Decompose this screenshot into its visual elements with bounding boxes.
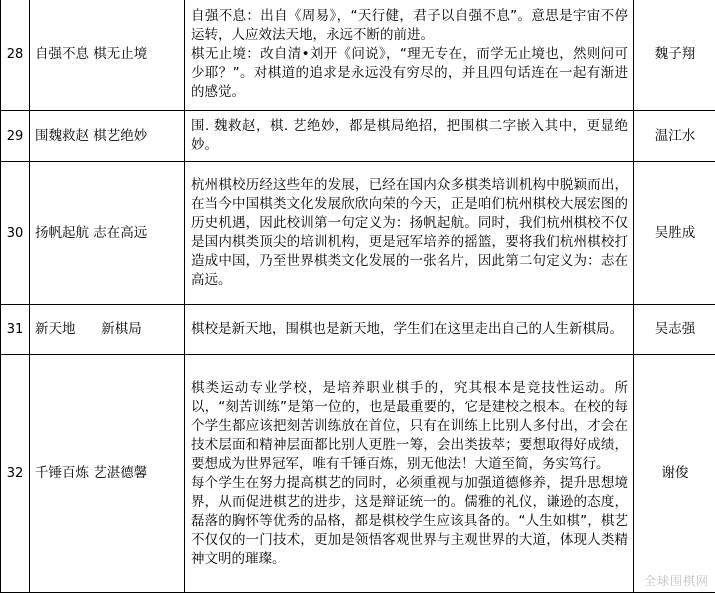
motto-description xyxy=(185,305,634,355)
table-row xyxy=(1,162,715,305)
row-number: 31 xyxy=(1,305,30,355)
description-paragraph: 围. 魏救赵，棋. 艺绝妙，都是棋局绝招，把围棋二字嵌入其中，更显绝妙。 xyxy=(191,117,628,155)
row-number: 28 xyxy=(1,0,30,111)
author-name: 温江水 xyxy=(634,111,715,162)
row-number: 29 xyxy=(1,111,30,162)
motto-title: 千锤百炼 艺湛德馨 xyxy=(30,355,185,593)
motto-title: 自强不息 棋无止境 xyxy=(30,0,185,111)
motto-description xyxy=(185,0,634,111)
author-name: 魏子翔 xyxy=(634,0,715,111)
table-row xyxy=(1,111,715,162)
table-row xyxy=(1,0,715,111)
description-paragraph: 杭州棋校历经这些年的发展，已经在国内众多棋类培训机构中脱颖而出，在当今中国棋类文化发展欣欣向荣的今天，正是咱们杭州棋校大展宏图的历史机遇，因此校训第一句定义为：扬帆起航。同时，我们杭州棋校不仅是国内棋类顶尖的培训机构，更是冠军培养的摇篮，要将我们杭州棋校打造成中国，乃至世界棋类文化发展的一张名片，因此第二句定义为：志在高远。 xyxy=(191,176,628,290)
description-paragraph: 棋无止境：改自清•刘开《问说》，“理无专在，而学无止境也，然则问可少耶？”。对棋道的追求是永远没有穷尽的，并且四句话连在一起有渐进的感觉。 xyxy=(191,45,628,102)
description-paragraph: 棋类运动专业学校，是培养职业棋手的，究其根本是竞技性运动。所以，“刻苦训练”是第一位的，也是最重要的，它是建校之根本。在校的每个学生都应该把刻苦训练放在首位，只有在训练上比别人多付出，才会在技术层面和精神层面都比别人更胜一筹，会出类拔萃；要想取得好成绩，要想成为世界冠军，唯有千锤百炼，别无他法！大道至简，务实笃行。 xyxy=(191,379,628,474)
watermark: 全球围棋网 xyxy=(644,572,709,589)
table-row xyxy=(1,355,715,593)
description-paragraph: 棋校是新天地，围棋也是新天地，学生们在这里走出自己的人生新棋局。 xyxy=(191,320,628,339)
motto-description xyxy=(185,162,634,305)
motto-description xyxy=(185,111,634,162)
description-paragraph: 每个学生在努力提高棋艺的同时，必须重视与加强道德修养，提升思想境界，从而促进棋艺的进步，这是辩证统一的。儒雅的礼仪，谦逊的态度，磊落的胸怀等优秀的品格，都是棋校学生应该具备的。“人生如棋”，棋艺不仅仅的一门技术，更加是领悟客观世界与主观世界的大道，体现人类精神文明的璀璨。 xyxy=(191,474,628,569)
motto-title: 扬帆起航 志在高远 xyxy=(30,162,185,305)
description-paragraph: 自强不息：出自《周易》，“天行健，君子以自强不息”。意思是宇宙不停运转，人应效法天地，永远不断的前进。 xyxy=(191,7,628,45)
row-number: 30 xyxy=(1,162,30,305)
author-name: 谢俊 xyxy=(634,355,715,593)
motto-title: 围魏救赵 棋艺绝妙 xyxy=(30,111,185,162)
row-number: 32 xyxy=(1,355,30,593)
table-row xyxy=(1,305,715,355)
motto-title: 新天地 新棋局 xyxy=(30,305,185,355)
motto-table-body xyxy=(1,0,715,593)
author-name: 吴志强 xyxy=(634,305,715,355)
author-name: 吴胜成 xyxy=(634,162,715,305)
motto-description xyxy=(185,355,634,593)
